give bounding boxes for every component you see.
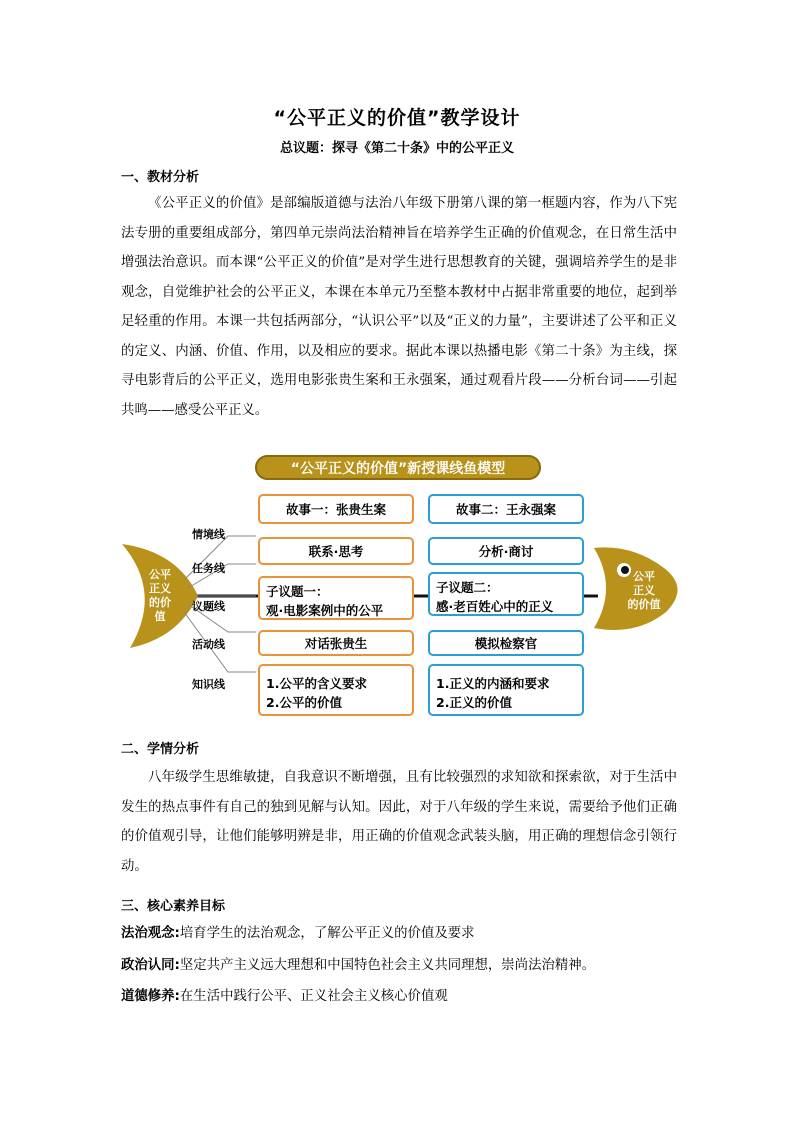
line-label-activity: 活动线 xyxy=(192,638,225,651)
knowledge-item: 1.公平的含义要求 xyxy=(266,676,367,691)
knowledge-item: 2.公平的价值 xyxy=(266,695,342,710)
goal-label: 政治认同: xyxy=(121,958,180,973)
section-paragraph-1: 《公平正义的价值》是部编版道德与法治八年级下册第八课的第一框题内容，作为八下宪法专册的重要组成部分，第四单元崇尚法治精神旨在培养学生正确的价值观念，在日常生活中增强法治意识。而本课“公平正义的价值”是对学生进行思想教育的关键，强调培养学生的是非观念，自觉维护社会的公平正义，本课在本单元乃至整本教材中占据非常重要的地位，起到举足轻重的作用。本课一共包括两部分，“认识公平”以及“正义的力量”，主要讲述了公平和正义的定义、内涵、价值、作用，以及相应的要求。据此本课以热播电影《第二十条》为主线，探寻电影背后的公平正义，选用电影张贵生案和王永强案，通过观看片段——分析台词——引起共鸣——感受公平正义。 xyxy=(121,196,677,418)
fish-head-text xyxy=(624,570,664,612)
tail-text-line: 公平 xyxy=(149,568,171,581)
section-paragraph-2: 八年级学生思维敏捷，自我意识不断增强，且有比较强烈的求知欲和探索欲，对于生活中发生的热点事件有自己的独到见解与认知。因此，对于八年级的学生来说，需要给予他们正确的价值观引导，让他们能够明辨是非，用正确的价值观念武装头脑，用正确的理想信念引领行动。 xyxy=(121,770,677,874)
subtopic-one-title: 子议题一： xyxy=(266,584,329,599)
subtopic-two-title: 子议题二： xyxy=(436,580,499,595)
diagram-banner xyxy=(255,455,541,480)
subtopic-one-text: 观·电影案例中的公平 xyxy=(266,603,384,618)
knowledge-item: 1.正义的内涵和要求 xyxy=(436,676,550,691)
goal-label: 道德修养: xyxy=(121,989,180,1004)
head-text-line: 正义 xyxy=(633,584,655,597)
box-knowledge-fairness xyxy=(258,664,414,716)
goal-text: 坚定共产主义远大理想和中国特色社会主义共同理想，崇尚法治精神。 xyxy=(179,958,596,973)
goal-text: 培育学生的法治观念，了解公平正义的价值及要求 xyxy=(179,926,475,941)
goal-text: 在生活中践行公平、正义社会主义核心价值观 xyxy=(179,989,448,1004)
knowledge-item: 2.正义的价值 xyxy=(436,695,512,710)
goal-label: 法治观念: xyxy=(121,926,180,941)
tail-text-line: 的价 xyxy=(149,596,171,609)
line-label-topic: 议题线 xyxy=(192,600,225,613)
box-story-two: 故事二：王永强案 xyxy=(428,494,584,524)
box-story-one: 故事一：张贵生案 xyxy=(258,494,414,524)
box-dialogue: 对话张贵生 xyxy=(258,630,414,656)
box-mock-prosecutor: 模拟检察官 xyxy=(428,630,584,656)
head-text-line: 的价值 xyxy=(627,598,661,611)
tail-text-line: 值 xyxy=(154,610,166,623)
page-title: “公平正义的价值”教学设计 xyxy=(273,107,521,129)
goal-item xyxy=(121,924,475,944)
head-text-line: 公平 xyxy=(633,570,655,583)
section-heading-3: 三、核心素养目标 xyxy=(121,899,226,914)
section-heading-2: 二、学情分析 xyxy=(121,742,200,757)
subtopic-two-text: 感·老百姓心中的正义 xyxy=(436,599,554,614)
line-label-task: 任务线 xyxy=(192,562,225,575)
page-subtitle: 总议题：探寻《第二十条》中的公平正义 xyxy=(279,141,514,156)
goal-item xyxy=(121,956,595,976)
box-connect-think: 联系·思考 xyxy=(258,537,414,565)
line-label-knowledge: 知识线 xyxy=(192,678,225,691)
fishbone-diagram xyxy=(118,452,598,724)
diagram-banner-text: “公平正义的价值”新授课线鱼模型 xyxy=(290,461,506,477)
box-analyze-discuss: 分析·商讨 xyxy=(428,537,584,565)
fish-tail-text xyxy=(140,568,180,624)
section-heading-1: 一、教材分析 xyxy=(121,170,200,185)
goal-item xyxy=(121,987,448,1007)
box-subtopic-two xyxy=(428,572,584,616)
tail-text-line: 正义 xyxy=(149,582,171,595)
box-subtopic-one xyxy=(258,576,414,620)
line-label-situation: 情境线 xyxy=(192,528,225,541)
box-knowledge-justice xyxy=(428,664,584,716)
